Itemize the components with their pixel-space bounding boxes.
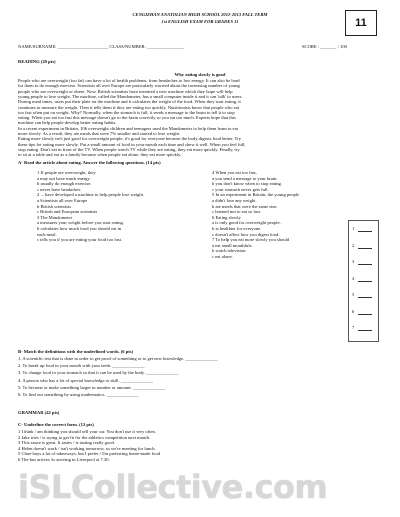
answer-blank[interactable] (358, 330, 372, 331)
reading-title: Why eating slowly is good (174, 72, 226, 77)
reading-line: continues to measure the weight. Then it tells them if they are eating too quickly. Nutritionists know that people who eat (18, 104, 240, 110)
question-line: b is healthier for everyone. (212, 226, 262, 231)
grammar-sentence: 4 Helen doesn't work / isn't working tomorrow, so we're meeting for lunch. (18, 445, 156, 451)
grammar-sentence: 2 Jake tries / is trying to get fit for the athletics competition next month. (18, 434, 151, 440)
school-title: CENGIZHAN ANATOLIAN HIGH SCHOOL 2012-2013 FALL TERM (132, 12, 268, 17)
question-line: a is only good for overweight people. (212, 220, 281, 226)
question-line: 1 If people are overweight, they (37, 170, 96, 175)
question-line: c learned not to eat so fast. (212, 209, 262, 215)
grammar-sentence: 1 I think / am thinking you should sell your car. You don't use it very often. (18, 429, 156, 434)
question-line: 4 When you eat too fast, (212, 170, 257, 175)
grade-box (345, 10, 377, 36)
reading-line: stop eating. Don't eat in front of the TV. When people watch TV while they are eating, they eat more quickly. Finally, try (18, 146, 240, 152)
answer-label: 3 (352, 259, 355, 264)
question-line: 6 Eating slowly (212, 214, 241, 220)
reading-line: more slowly. As a result, they ate meals that were 7% smaller and started to lose weight. (18, 131, 181, 136)
grammar-sentence: 6 The bus arrives /is arriving in Liverpool at 7.30. (18, 456, 110, 462)
answer-blank[interactable] (358, 264, 372, 265)
section-b-heading: B- Match the definitions with the underlined words. (6 pts) (18, 349, 134, 354)
definition-line: 2. To break up food in your mouth with your teeth. ______________ (18, 363, 145, 369)
reading-line: to sit at a table and eat as a family because when people eat alone, they eat more quickly. (18, 152, 182, 158)
section-a-heading: A- Read the article about eating. Answer the following questions. (14 pts) (18, 160, 161, 165)
grammar-sentence: 5 Clare buys a lot of takeaways, but I prefer / I'm preferring home-made food (18, 451, 161, 456)
definition-line: 1. A scientific test that is done in order to get proof of something or to get new knowledge. ______________ (18, 356, 218, 361)
question-line: b British scientists (37, 203, 71, 209)
answer-label: 5 (352, 292, 355, 297)
definition-line: 6. To find out something by using mathematics. ______________ (18, 392, 139, 397)
question-line: a Scientists all over Europe (37, 198, 88, 203)
reading-heading: READING (20 pts) (18, 59, 56, 64)
grammar-sentence: 3 This sauce is great. It tastes / is tasting really good. (18, 440, 116, 445)
answer-blank[interactable] (358, 248, 372, 249)
question-line: c your stomach never gets full. (212, 186, 269, 192)
answer-label: 7 (352, 325, 355, 330)
reading-line: young people to lose weight. The machine, called the Mandometer, has a small computer inside it and it can 'talk' to users. (18, 93, 243, 99)
question-line: 5 In an experiment in Britain, the young people (212, 192, 300, 198)
question-line: c British and European scientists (37, 209, 98, 215)
answer-box[interactable] (348, 220, 379, 342)
name-class-field[interactable]: NAME/SURNAME: ______________________ CLASS/NUMBER: ________________ (18, 44, 184, 49)
reading-line: People who are overweight (too fat) can have a lot of health problems, from headaches to low energy. It can also be hard (18, 78, 240, 83)
reading-line: In a recent experiment in Britain, 106 overweight children and teenagers used the Mandometer to help them learn to eat (18, 125, 238, 131)
question-line: a you send a message to your brain. (212, 175, 278, 181)
question-line: a didn't lose any weight. (212, 198, 257, 203)
question-line: b watch television. (212, 248, 247, 254)
reading-line: these tips for eating more slowly. Put a small amount of food in your mouth each time and chew it well. When you feel full, (18, 141, 246, 147)
reading-line: too fast often put on weight. Why? Normally, when the stomach is full, it sends a message to the brain to tell it to stop (18, 109, 235, 115)
exam-title: 1st ENGLISH EXAM FOR GRADES 11 (161, 19, 239, 24)
question-line: a measures your weight before you start eating. (37, 220, 124, 226)
answer-label: 1 (352, 226, 355, 231)
grammar-heading: GRAMMAR (42 pts) (18, 410, 60, 415)
question-line: 7 To help you eat more slowly you should (212, 237, 290, 243)
definition-line: 3. To change food in your stomach so that it can be used by the body. ______________ (18, 370, 179, 376)
definition-line: 5. To become or make something larger in number or amount. ______________ (18, 384, 166, 390)
question-line: a may not have much energy. (37, 175, 91, 181)
answer-label: 6 (352, 308, 355, 314)
watermark-logo: iSLCollective.com (18, 468, 328, 506)
definition-line: 4. A person who has a lot of special knowledge or skill. ______________ (18, 377, 153, 383)
reading-line: eating. When you eat too fast this message doesn't go to the brain correctly so you eat too much. Experts hope that this (18, 115, 236, 121)
reading-line: During meal times, users put their plate on the machine and it calculates the weight of the food. When they start eating, it (18, 99, 241, 105)
answer-blank[interactable] (358, 314, 372, 315)
question-line: c doesn't affect how you digest food. (212, 231, 280, 237)
question-line: each meal. (37, 231, 57, 237)
reading-line: machine can help people develop better eating habits. (18, 120, 117, 126)
question-line: a eat small mouthfuls. (212, 242, 253, 248)
grade-number: 11 (355, 17, 367, 29)
question-line: c eat alone. (212, 254, 233, 259)
reading-line: for them to do enough exercise. Scientists all over Europe are particularly worried about the increasing number of young (18, 83, 240, 89)
score-field[interactable]: SCORE : _______ / 100 (302, 44, 347, 49)
question-line: b usually do enough exercise. (37, 181, 92, 187)
question-line: 2 ... have developed a machine to help people lose weight. (37, 192, 145, 198)
question-line: b calculates how much food you should eat in (37, 226, 122, 231)
reading-line: Eating more slowly isn't just good for overweight people, it's good for everyone because the body digests food better. Try (18, 136, 242, 142)
answer-label: 4 (352, 275, 355, 281)
answer-blank[interactable] (358, 281, 372, 282)
question-line: b you don't know when to stop eating. (212, 181, 282, 187)
grammar-subheading: C- Underline the correct form. (12 pts) (18, 422, 94, 427)
question-line: 3 The Mandometer (37, 214, 73, 220)
answer-blank[interactable] (358, 297, 372, 298)
reading-line: people who are overweight or obese. Now, British scientists have invented a new machine which they hope will help (18, 88, 233, 94)
question-line: c never have headaches. (37, 186, 82, 192)
question-line: c tells you if you are eating your food too fast. (37, 237, 123, 243)
question-line: b ate meals that were the same size. (212, 203, 278, 209)
answer-label: 2 (352, 242, 355, 248)
answer-blank[interactable] (358, 231, 372, 232)
